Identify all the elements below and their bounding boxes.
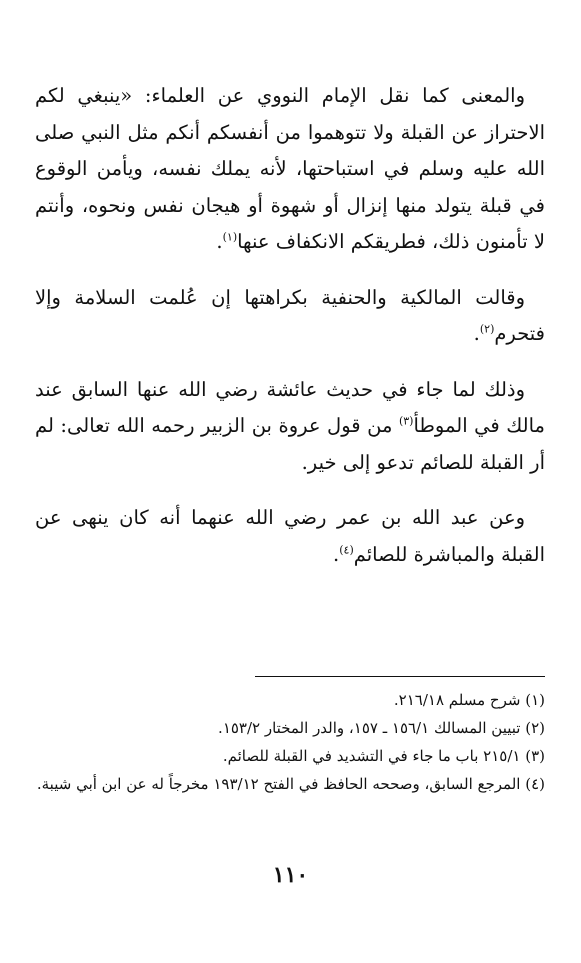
footnote-3: (٣) ٢١٥/١ باب ما جاء في التشديد في القبلة للصائم. xyxy=(222,747,545,765)
footnote-separator xyxy=(255,676,545,677)
paragraph-text: وعن عبد الله بن عمر رضي الله عنهما أنه كان ينهى عن القبلة والمباشرة للصائم xyxy=(35,506,545,566)
paragraph-end: من قول عروة بن الزبير رحمه الله تعالى: لم أر القبلة للصائم تدعو إلى خير. xyxy=(35,414,545,474)
footnote-marker: (٤) xyxy=(339,543,354,556)
footnote-marker: (٣) xyxy=(398,414,414,428)
footnote-2: (٢) تبيين المسالك ١٥٦/١ ـ ١٥٧، والدر المختار ١٥٣/٢. xyxy=(218,719,545,737)
main-text xyxy=(35,78,545,573)
paragraph-text: والمعنى كما نقل الإمام النووي عن العلماء: «ينبغي لكم الاحتراز عن القبلة ولا تتوهموا من أنفسكم أنكم مثل النبي صلى الله عليه وسلم في استباحتها، لأنه يملك نفسه، ويأمن الوقوع في قبلة يتولد منها إنزال أو شهوة أو هيجان نفس ونحوه، وأنتم لا تأمنون ذلك، فطريقكم الانكفاف عنها xyxy=(35,84,545,253)
footnote-marker: (١) xyxy=(222,230,238,244)
footnote-4: (٤) المرجع السابق، وصححه الحافظ في الفتح ١٩٣/١٢ مخرجاً له عن ابن أبي شيبة. xyxy=(36,775,545,793)
footnote-1: (١) شرح مسلم ٢١٦/١٨. xyxy=(393,691,545,709)
paragraph-end: . xyxy=(473,322,480,345)
footnotes xyxy=(35,686,545,798)
paragraph-3 xyxy=(35,372,545,482)
paragraph-2 xyxy=(35,280,545,353)
paragraph-1 xyxy=(35,78,545,261)
paragraph-text: وذلك لما جاء في حديث عائشة رضي الله عنها السابق عند مالك في الموطأ xyxy=(35,377,545,437)
paragraph-text: وقالت المالكية والحنفية بكراهتها إن عُلمت السلامة وإلا فتحرم xyxy=(35,285,545,345)
footnote-marker: (٢) xyxy=(479,322,495,336)
paragraph-end: . xyxy=(216,230,223,253)
paragraph-4 xyxy=(35,500,545,573)
page-number: ١١٠ xyxy=(272,862,309,888)
paragraph-end: . xyxy=(333,542,340,566)
